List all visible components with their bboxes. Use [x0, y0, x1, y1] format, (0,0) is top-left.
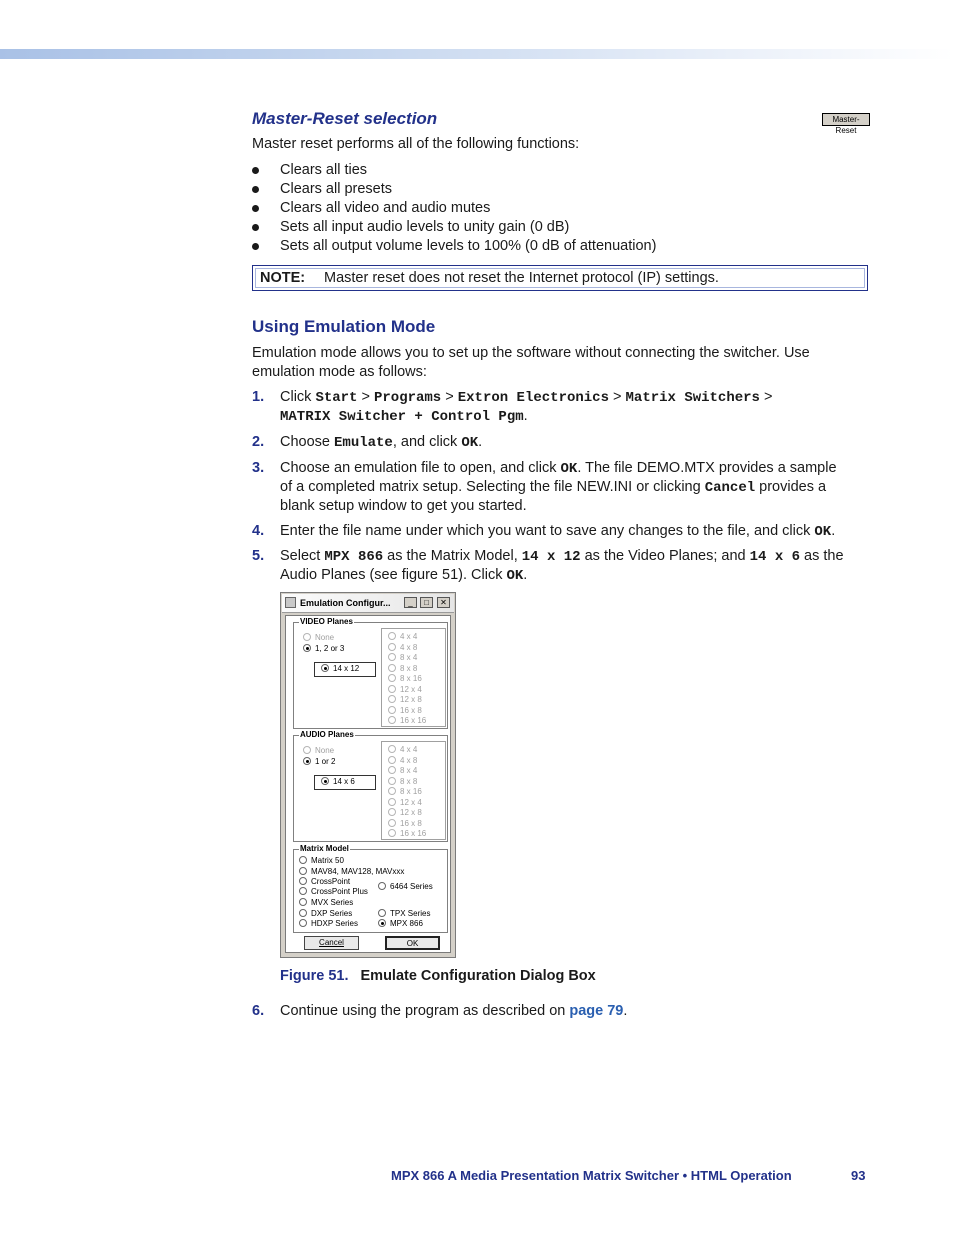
radio-model[interactable]: MVX Series	[299, 898, 353, 907]
radio-model[interactable]: 6464 Series	[378, 882, 433, 891]
radio-option[interactable]: 8 x 4	[388, 766, 417, 775]
close-icon[interactable]: ✕	[437, 597, 450, 608]
menu-programs: Programs	[374, 390, 442, 406]
matrix-model-group	[293, 844, 448, 933]
video-size-options	[381, 628, 446, 727]
radio-video-123[interactable]: 1, 2 or 3	[303, 644, 344, 653]
step-number: 5.	[252, 548, 265, 564]
emulation-intro-2: emulation mode as follows:	[252, 364, 427, 380]
radio-audio-none[interactable]: None	[303, 746, 334, 755]
page-number: 93	[851, 1168, 866, 1183]
page-link[interactable]: page 79	[569, 1003, 624, 1019]
step-number: 4.	[252, 523, 265, 539]
group-label: AUDIO Planes	[300, 730, 354, 739]
radio-option[interactable]: 12 x 4	[388, 685, 422, 694]
radio-model-mpx866[interactable]: MPX 866	[378, 919, 423, 928]
step-number: 2.	[252, 434, 265, 450]
radio-option[interactable]: 8 x 16	[388, 674, 422, 683]
ok-button[interactable]: OK	[385, 936, 440, 950]
radio-option[interactable]: 4 x 4	[388, 745, 417, 754]
menu-start: Start	[315, 390, 358, 406]
group-label: Matrix Model	[300, 844, 349, 853]
radio-option[interactable]: 12 x 4	[388, 798, 422, 807]
bullet-icon	[252, 205, 259, 212]
figure-title: Emulate Configuration Dialog Box	[360, 968, 596, 984]
radio-option[interactable]: 16 x 8	[388, 819, 422, 828]
bullet-icon	[252, 167, 259, 174]
radio-model[interactable]: HDXP Series	[299, 919, 358, 928]
radio-option[interactable]: 16 x 8	[388, 706, 422, 715]
emulation-intro-1: Emulation mode allows you to set up the software without connecting the switcher. Use	[252, 345, 810, 361]
menu-control-pgm: MATRIX Switcher + Control Pgm	[280, 409, 524, 425]
minimize-icon[interactable]: _	[404, 597, 417, 608]
note-text: Master reset does not reset the Internet protocol (IP) settings.	[324, 270, 719, 286]
cancel-button[interactable]: Cancel	[304, 936, 359, 950]
menu-matrix-switchers: Matrix Switchers	[625, 390, 760, 406]
bullet-icon	[252, 186, 259, 193]
emulation-heading: Using Emulation Mode	[252, 317, 436, 336]
radio-option[interactable]: 12 x 8	[388, 695, 422, 704]
note-box	[252, 265, 868, 291]
video-planes-group	[293, 617, 448, 729]
radio-option[interactable]: 8 x 8	[388, 664, 417, 673]
radio-model[interactable]: MAV84, MAV128, MAVxxx	[299, 867, 404, 876]
app-icon	[285, 597, 296, 608]
dialog-title: Emulation Configur...	[300, 598, 391, 608]
radio-video-none[interactable]: None	[303, 633, 334, 642]
dialog-client	[285, 615, 451, 953]
figure-number: Figure 51.	[280, 968, 349, 984]
selected-audio-plane[interactable]: 14 x 6	[314, 775, 376, 790]
step-number: 3.	[252, 460, 265, 476]
figure-caption	[280, 968, 596, 984]
group-label: VIDEO Planes	[300, 617, 353, 626]
master-reset-button-image: Master-Reset	[822, 113, 870, 126]
header-band	[0, 49, 954, 59]
maximize-icon[interactable]: □	[420, 597, 433, 608]
radio-option[interactable]: 8 x 8	[388, 777, 417, 786]
note-label: NOTE:	[260, 270, 306, 286]
selected-video-plane[interactable]: 14 x 12	[314, 662, 376, 677]
bullet-icon	[252, 243, 259, 250]
audio-planes-group	[293, 730, 448, 842]
bullet-list: Clears all ties Clears all presets Clears all video and audio mutes Sets all input audio levels to unity gain (0 dB) Sets all output volume levels to 100% (0 dB of attenuation)	[252, 161, 852, 261]
radio-model[interactable]: DXP Series	[299, 909, 352, 918]
step-number: 1.	[252, 389, 265, 405]
radio-audio-12[interactable]: 1 or 2	[303, 757, 335, 766]
audio-size-options	[381, 741, 446, 840]
radio-model[interactable]: CrossPoint	[299, 877, 350, 886]
radio-model[interactable]: Matrix 50	[299, 856, 344, 865]
bullet-icon	[252, 224, 259, 231]
step-number: 6.	[252, 1003, 265, 1019]
radio-option[interactable]: 16 x 16	[388, 716, 426, 725]
radio-option[interactable]: 16 x 16	[388, 829, 426, 838]
menu-extron: Extron Electronics	[457, 390, 609, 406]
footer-title: MPX 866 A Media Presentation Matrix Switcher • HTML Operation	[391, 1168, 792, 1183]
radio-option[interactable]: 8 x 4	[388, 653, 417, 662]
radio-model[interactable]: TPX Series	[378, 909, 430, 918]
radio-option[interactable]: 4 x 8	[388, 756, 417, 765]
dialog-title-bar	[282, 594, 454, 613]
radio-option[interactable]: 12 x 8	[388, 808, 422, 817]
radio-model[interactable]: CrossPoint Plus	[299, 887, 368, 896]
section-intro: Master reset performs all of the following functions:	[252, 136, 580, 152]
section-heading: Master-Reset selection	[252, 109, 438, 128]
radio-option[interactable]: 4 x 4	[388, 632, 417, 641]
emulation-config-dialog	[280, 592, 456, 958]
radio-option[interactable]: 8 x 16	[388, 787, 422, 796]
radio-option[interactable]: 4 x 8	[388, 643, 417, 652]
